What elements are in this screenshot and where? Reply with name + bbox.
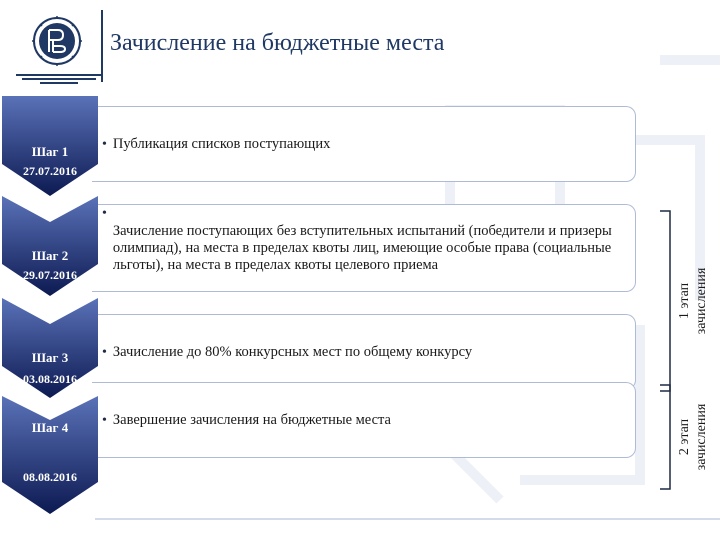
step-4-box xyxy=(92,382,636,458)
step-1-arrow xyxy=(2,96,98,196)
stage-2-line2: зачисления xyxy=(694,403,709,471)
stage-2-line1: 2 этап xyxy=(677,418,692,456)
bullet: • xyxy=(102,136,107,152)
step-2-label: Шаг 2 xyxy=(31,248,69,263)
title-divider xyxy=(101,10,103,82)
step-4-text: Завершение зачисления на бюджетные места xyxy=(112,411,391,428)
step-4-date: 08.08.2016 xyxy=(23,470,77,484)
step-2-date: 29.07.2016 xyxy=(23,268,77,282)
bullet: • xyxy=(102,412,107,428)
stage-2-bracket xyxy=(660,384,672,490)
bullet: • xyxy=(102,344,107,360)
stage-1-line1: 1 этап xyxy=(677,282,692,320)
stage-2-label xyxy=(676,377,716,497)
step-3-date: 03.08.2016 xyxy=(23,372,77,386)
hse-logo-icon xyxy=(10,8,106,90)
step-2-text: Зачисление поступающих без вступительных испытаний (победители и призеры олимпиад), на места в пределах квоты лиц, имеющие особые права (социальные льготы), на места в пределах квоты целевого приема xyxy=(112,222,612,273)
step-2-box xyxy=(92,204,636,292)
step-2-arrow xyxy=(2,196,98,296)
footer-divider xyxy=(95,518,720,520)
step-3-arrow xyxy=(2,298,98,398)
page-title: Зачисление на бюджетные места xyxy=(110,30,445,56)
step-1-label: Шаг 1 xyxy=(31,144,69,159)
stage-1-bracket xyxy=(660,210,672,392)
step-1-date: 27.07.2016 xyxy=(23,164,77,178)
step-3-label: Шаг 3 xyxy=(31,350,69,365)
stage-1-line2: зачисления xyxy=(694,267,709,335)
step-4-arrow xyxy=(2,396,98,514)
step-4-label: Шаг 4 xyxy=(31,420,69,435)
step-1-text: Публикация списков поступающих xyxy=(112,135,331,152)
step-3-text: Зачисление до 80% конкурсных мест по общему конкурсу xyxy=(112,343,473,360)
step-3-box xyxy=(92,314,636,390)
bullet: • xyxy=(102,206,107,221)
step-1-box xyxy=(92,106,636,182)
stage-1-label xyxy=(676,241,716,361)
